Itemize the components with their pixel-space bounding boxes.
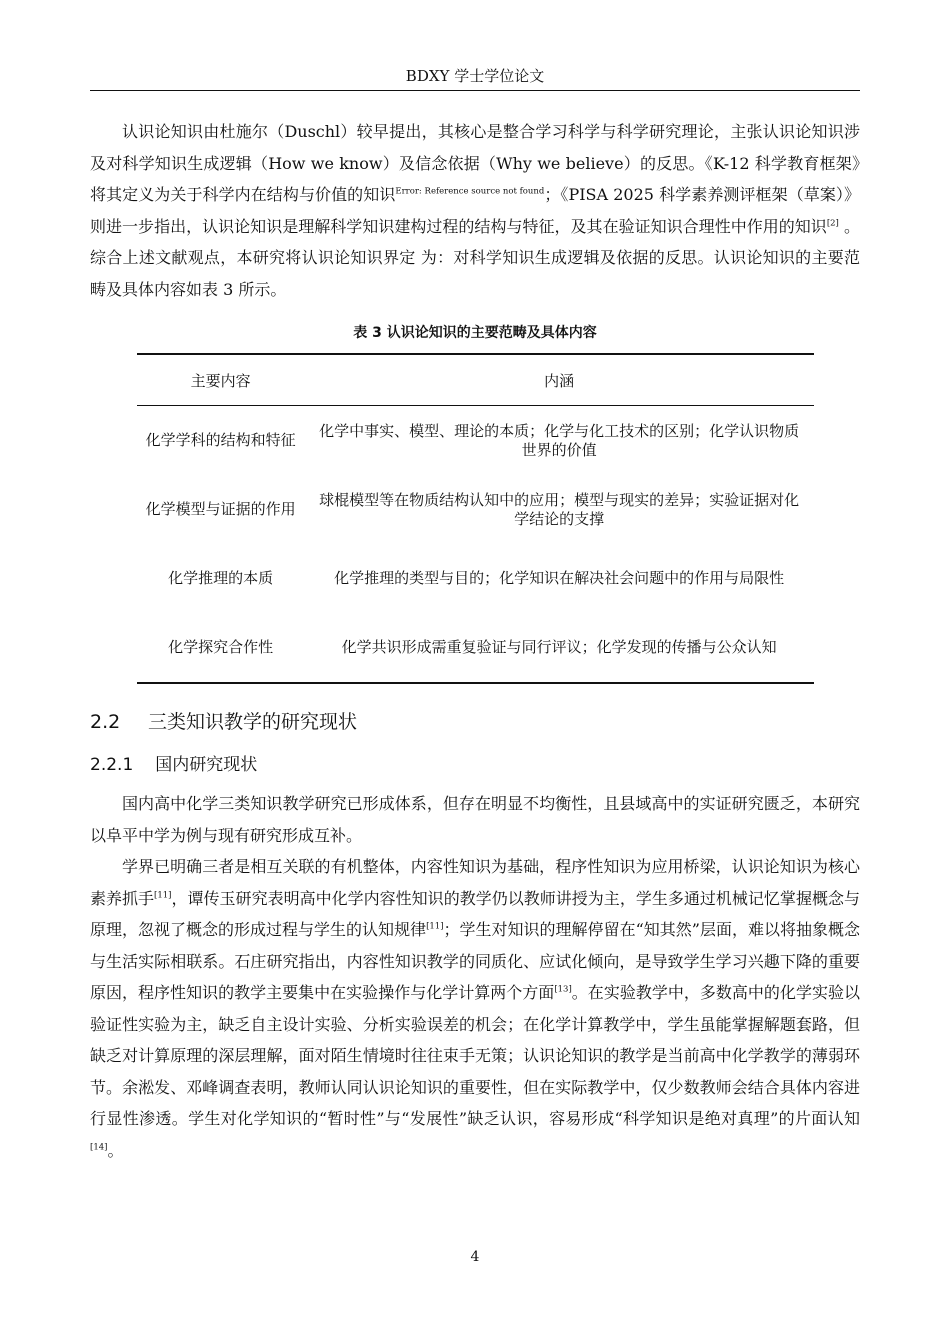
intro-paragraph — [90, 116, 860, 305]
body-text: ，谭传玉研究表明高中化学内容性知识的教学仍以教师讲授为主，学生多通过机械记忆掌握概念与原理，忽视了概念的形成过程与学生的认知规律 — [90, 888, 860, 939]
epistemic-knowledge-table — [137, 353, 814, 684]
category-cell: 化学推理的本质 — [168, 569, 274, 587]
running-header: BDXY 学士学位论文 — [405, 67, 545, 85]
body-text: 。 — [107, 1140, 124, 1160]
subsection-heading — [90, 752, 860, 778]
table-header-row — [137, 354, 814, 406]
page-content — [90, 116, 860, 1166]
table-row — [137, 475, 814, 544]
body-paragraph-2 — [90, 851, 860, 1166]
citation: [13] — [554, 984, 572, 995]
subsection-number: 2.2.1 — [90, 755, 134, 775]
content-cell: 化学共识形成需重复验证与同行评议；化学发现的传播与公众认知 — [341, 638, 777, 656]
intro-text-2: ；《PISA 2025 科学素养测评框架（草案）》则进一步指出，认识论知识是理解科学知识建构过程的结构与特征，及其在验证知识合理性中作用的知识 — [90, 185, 860, 236]
body-text: 学界已明确三者是相互关联的有机整体，内容性知识为基础，程序性知识为应用桥梁，认识论知识为核心素养抓手 — [90, 857, 860, 908]
content-cell: 球棍模型等在物质结构认知中的应用；模型与现实的差异；实验证据对化学结论的支撑 — [319, 490, 800, 528]
citation: [14] — [90, 1142, 108, 1153]
section-title: 三类知识教学的研究现状 — [148, 711, 358, 733]
citation: [11] — [154, 890, 172, 901]
page-number: 4 — [470, 1249, 480, 1265]
citation: [2] — [826, 218, 839, 229]
header-rule — [90, 90, 860, 91]
body-text: ；学生对知识的理解停留在“知其然”层面，难以将抽象概念与生活实际相联系。石庄研究指出，内容性知识教学的同质化、应试化倾向，是导致学生学习兴趣下降的重要原因，程序性知识的教学主要集中在实验操作与化学计算两个方面 — [90, 920, 860, 1002]
column-header-content: 内涵 — [304, 354, 814, 406]
column-header-category: 主要内容 — [137, 354, 304, 406]
content-cell: 化学推理的类型与目的；化学知识在解决社会问题中的作用与局限性 — [334, 569, 785, 587]
content-cell: 化学中事实、模型、理论的本质；化学与化工技术的区别；化学认识物质世界的价值 — [319, 421, 800, 459]
table-row — [137, 613, 814, 683]
table-row — [137, 544, 814, 613]
citation-error: Error: Reference source not found — [395, 186, 545, 197]
category-cell: 化学学科的结构和特征 — [145, 431, 296, 449]
table-caption: 表 3 认识论知识的主要范畴及具体内容 — [353, 325, 597, 341]
citation: [11] — [426, 921, 444, 932]
intro-text-1: 认识论知识由杜施尔（Duschl）较早提出，其核心是整合学习科学与科学研究理论，主张认识论知识涉及对科学知识生成逻辑（How we know）及信念依据（Why we believe）的反思。《K-12 科学教育框架》将其定义为关于科学内在结构与价值的知识 — [90, 122, 860, 204]
intro-text-3: 。综合上述文献观点，本研究将认识论知识界定 为：对科学知识生成逻辑及依据的反思。认识论知识的主要范畴及具体内容如表 3 所示。 — [90, 216, 860, 299]
subsection-title: 国内研究现状 — [155, 755, 258, 775]
category-cell: 化学模型与证据的作用 — [145, 500, 296, 518]
category-cell: 化学探究合作性 — [168, 638, 274, 656]
body-paragraph-1: 国内高中化学三类知识教学研究已形成体系，但存在明显不均衡性，且县域高中的实证研究匮乏，本研究以阜平中学为例与现有研究形成互补。 — [90, 794, 860, 845]
table-row — [137, 406, 814, 476]
section-heading — [90, 708, 860, 736]
body-text: 。在实验教学中，多数高中的化学实验以验证性实验为主，缺乏自主设计实验、分析实验误差的机会；在化学计算教学中，学生虽能掌握解题套路，但缺乏对计算原理的深层理解，面对陌生情境时往往束手无策；认识论知识的教学是当前高中化学教学的薄弱环节。余淞发、邓峰调查表明，教师认同认识论知识的重要性，但在实际教学中，仅少数教师会结合具体内容进行显性渗透。学生对化学知识的“暂时性”与“发展性”缺乏认识，容易形成“科学知识是绝对真理”的片面认知 — [90, 983, 860, 1128]
section-number: 2.2 — [90, 711, 121, 733]
